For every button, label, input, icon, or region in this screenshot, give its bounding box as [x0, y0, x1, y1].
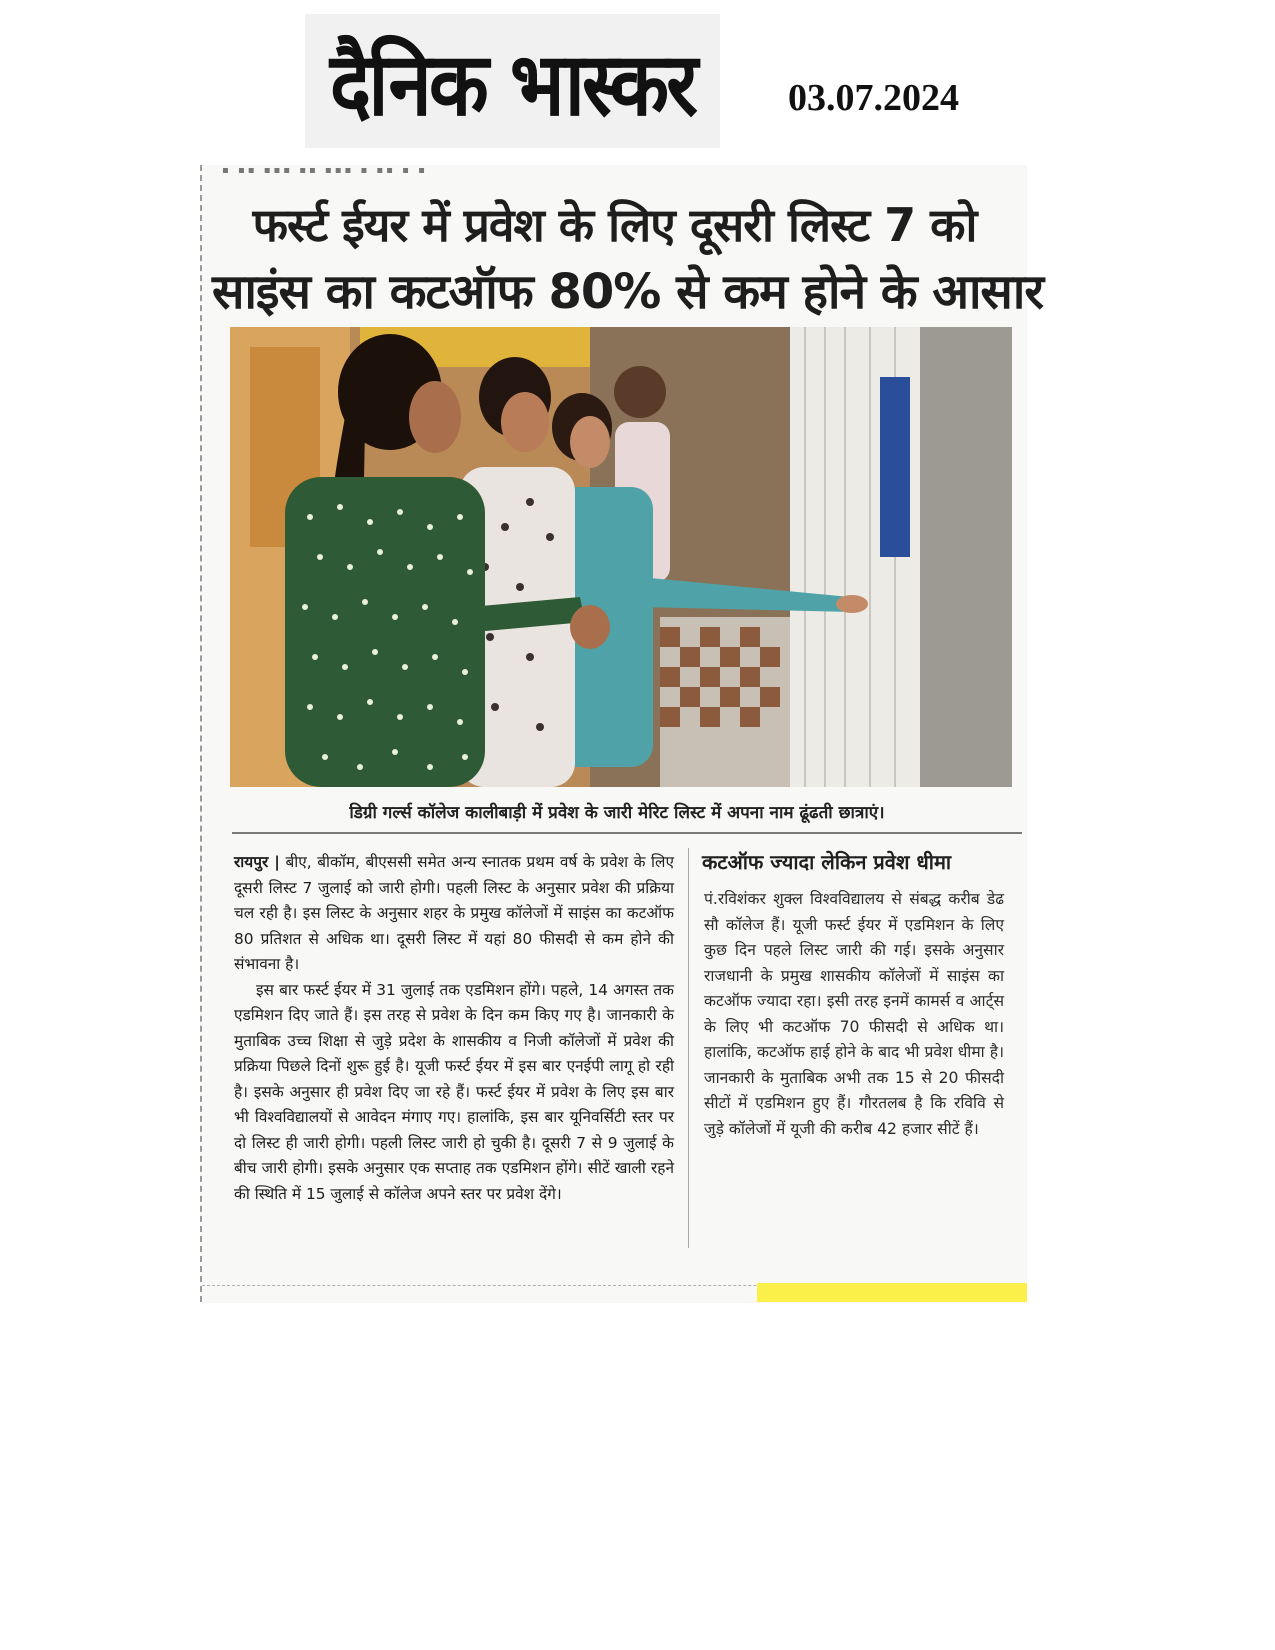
- yellow-highlight-strip: [757, 1283, 1027, 1302]
- publication-date: 03.07.2024: [788, 77, 959, 119]
- news-photo: [230, 327, 1012, 787]
- paragraph-1: [234, 850, 674, 978]
- headline-line-2: साइंस का कटऑफ 80% से कम होने के आसार: [212, 264, 1043, 320]
- section-divider: [232, 832, 1022, 834]
- sidebar-heading: कटऑफ ज्यादा लेकिन प्रवेश धीमा: [702, 850, 952, 874]
- column-divider: [688, 848, 689, 1248]
- masthead-title: दैनिक भास्कर: [329, 35, 696, 136]
- cut-off-text-fragment: ▪ ▪▪ ▪▪▪ ▪▪ ▪▪▪ ▪ ▪▪ ▪ ▪: [222, 165, 428, 176]
- sidebar-body: [704, 887, 1004, 1142]
- photo-caption: डिग्री गर्ल्स कॉलेज कालीबाड़ी में प्रवेश के जारी मेरिट लिस्ट में अपना नाम ढूंढती छात्राएं।: [349, 803, 885, 823]
- news-clipping: [200, 165, 1043, 1302]
- paragraph-1-text: बीए, बीकॉम, बीएससी समेत अन्य स्नातक प्रथम वर्ष के प्रवेश के लिए दूसरी लिस्ट 7 जुलाई को जारी होगी। पहली लिस्ट के अनुसार प्रवेश की प्रक्रिया चल रही है। इस लिस्ट के अनुसार शहर के प्रमुख कॉलेजों में साइंस का कटऑफ 80 प्रतिशत से अधिक था। दूसरी लिस्ट में यहां 80 फीसदी से कम होने की संभावना है।: [234, 853, 674, 973]
- headline-line-1: फर्स्ट ईयर में प्रवेश के लिए दूसरी लिस्ट 7 को: [252, 198, 977, 252]
- sidebar-paragraph: पं.रविशंकर शुक्ल विश्वविद्यालय से संबद्ध करीब डेढ सौ कॉलेज हैं। यूजी फर्स्ट ईयर में एडमिशन के लिए कुछ दिन पहले लिस्ट जारी की गई। इसके अनुसार राजधानी के प्रमुख शासकीय कॉलेजों में साइंस का कटऑफ ज्यादा रहा। इसी तरह इनमें कामर्स व आर्ट्स के लिए भी कटऑफ 70 फीसदी से अधिक था। हालांकि, कटऑफ हाई होने के बाद भी प्रवेश धीमा है। जानकारी के मुताबिक अभी तक 15 से 20 फीसदी सीटों में एडमिशन हुए हैं। गौरतलब है कि रविवि से जुड़े कॉलेजों में यूजी की करीब 42 हजार सीटें हैं।: [704, 890, 1004, 1138]
- paragraph-2: इस बार फर्स्ट ईयर में 31 जुलाई तक एडमिशन होंगे। पहले, 14 अगस्त तक एडमिशन दिए जाते हैं। इस तरह से प्रवेश के दिन कम किए गए है। जानकारी के मुताबिक उच्च शिक्षा से जुड़े प्रदेश के शासकीय व निजी कॉलेजों में प्रवेश की प्रक्रिया पिछले दिनों शुरू हुई है। यूजी फर्स्ट ईयर में इस बार एनईपी लागू हो रही है। इसके अनुसार ही प्रवेश दिए जा रहे हैं। फर्स्ट ईयर में प्रवेश के लिए इस बार भी विश्वविद्यालयों से आवेदन मंगाए गए। हालांकि, इस बार यूनिवर्सिटी स्तर पर दो लिस्ट ही जारी होगी। पहली लिस्ट जारी हो चुकी है। दूसरी 7 से 9 जुलाई के बीच जारी होगी। इसके अनुसार एक सप्ताह तक एडमिशन होंगे। सीटें खाली रहने की स्थिति में 15 जुलाई से कॉलेज अपने स्तर पर प्रवेश देंगे।: [234, 980, 674, 1203]
- dateline: रायपुर |: [234, 853, 280, 871]
- newspaper-masthead-logo: [305, 14, 720, 148]
- article-body: [234, 850, 674, 1207]
